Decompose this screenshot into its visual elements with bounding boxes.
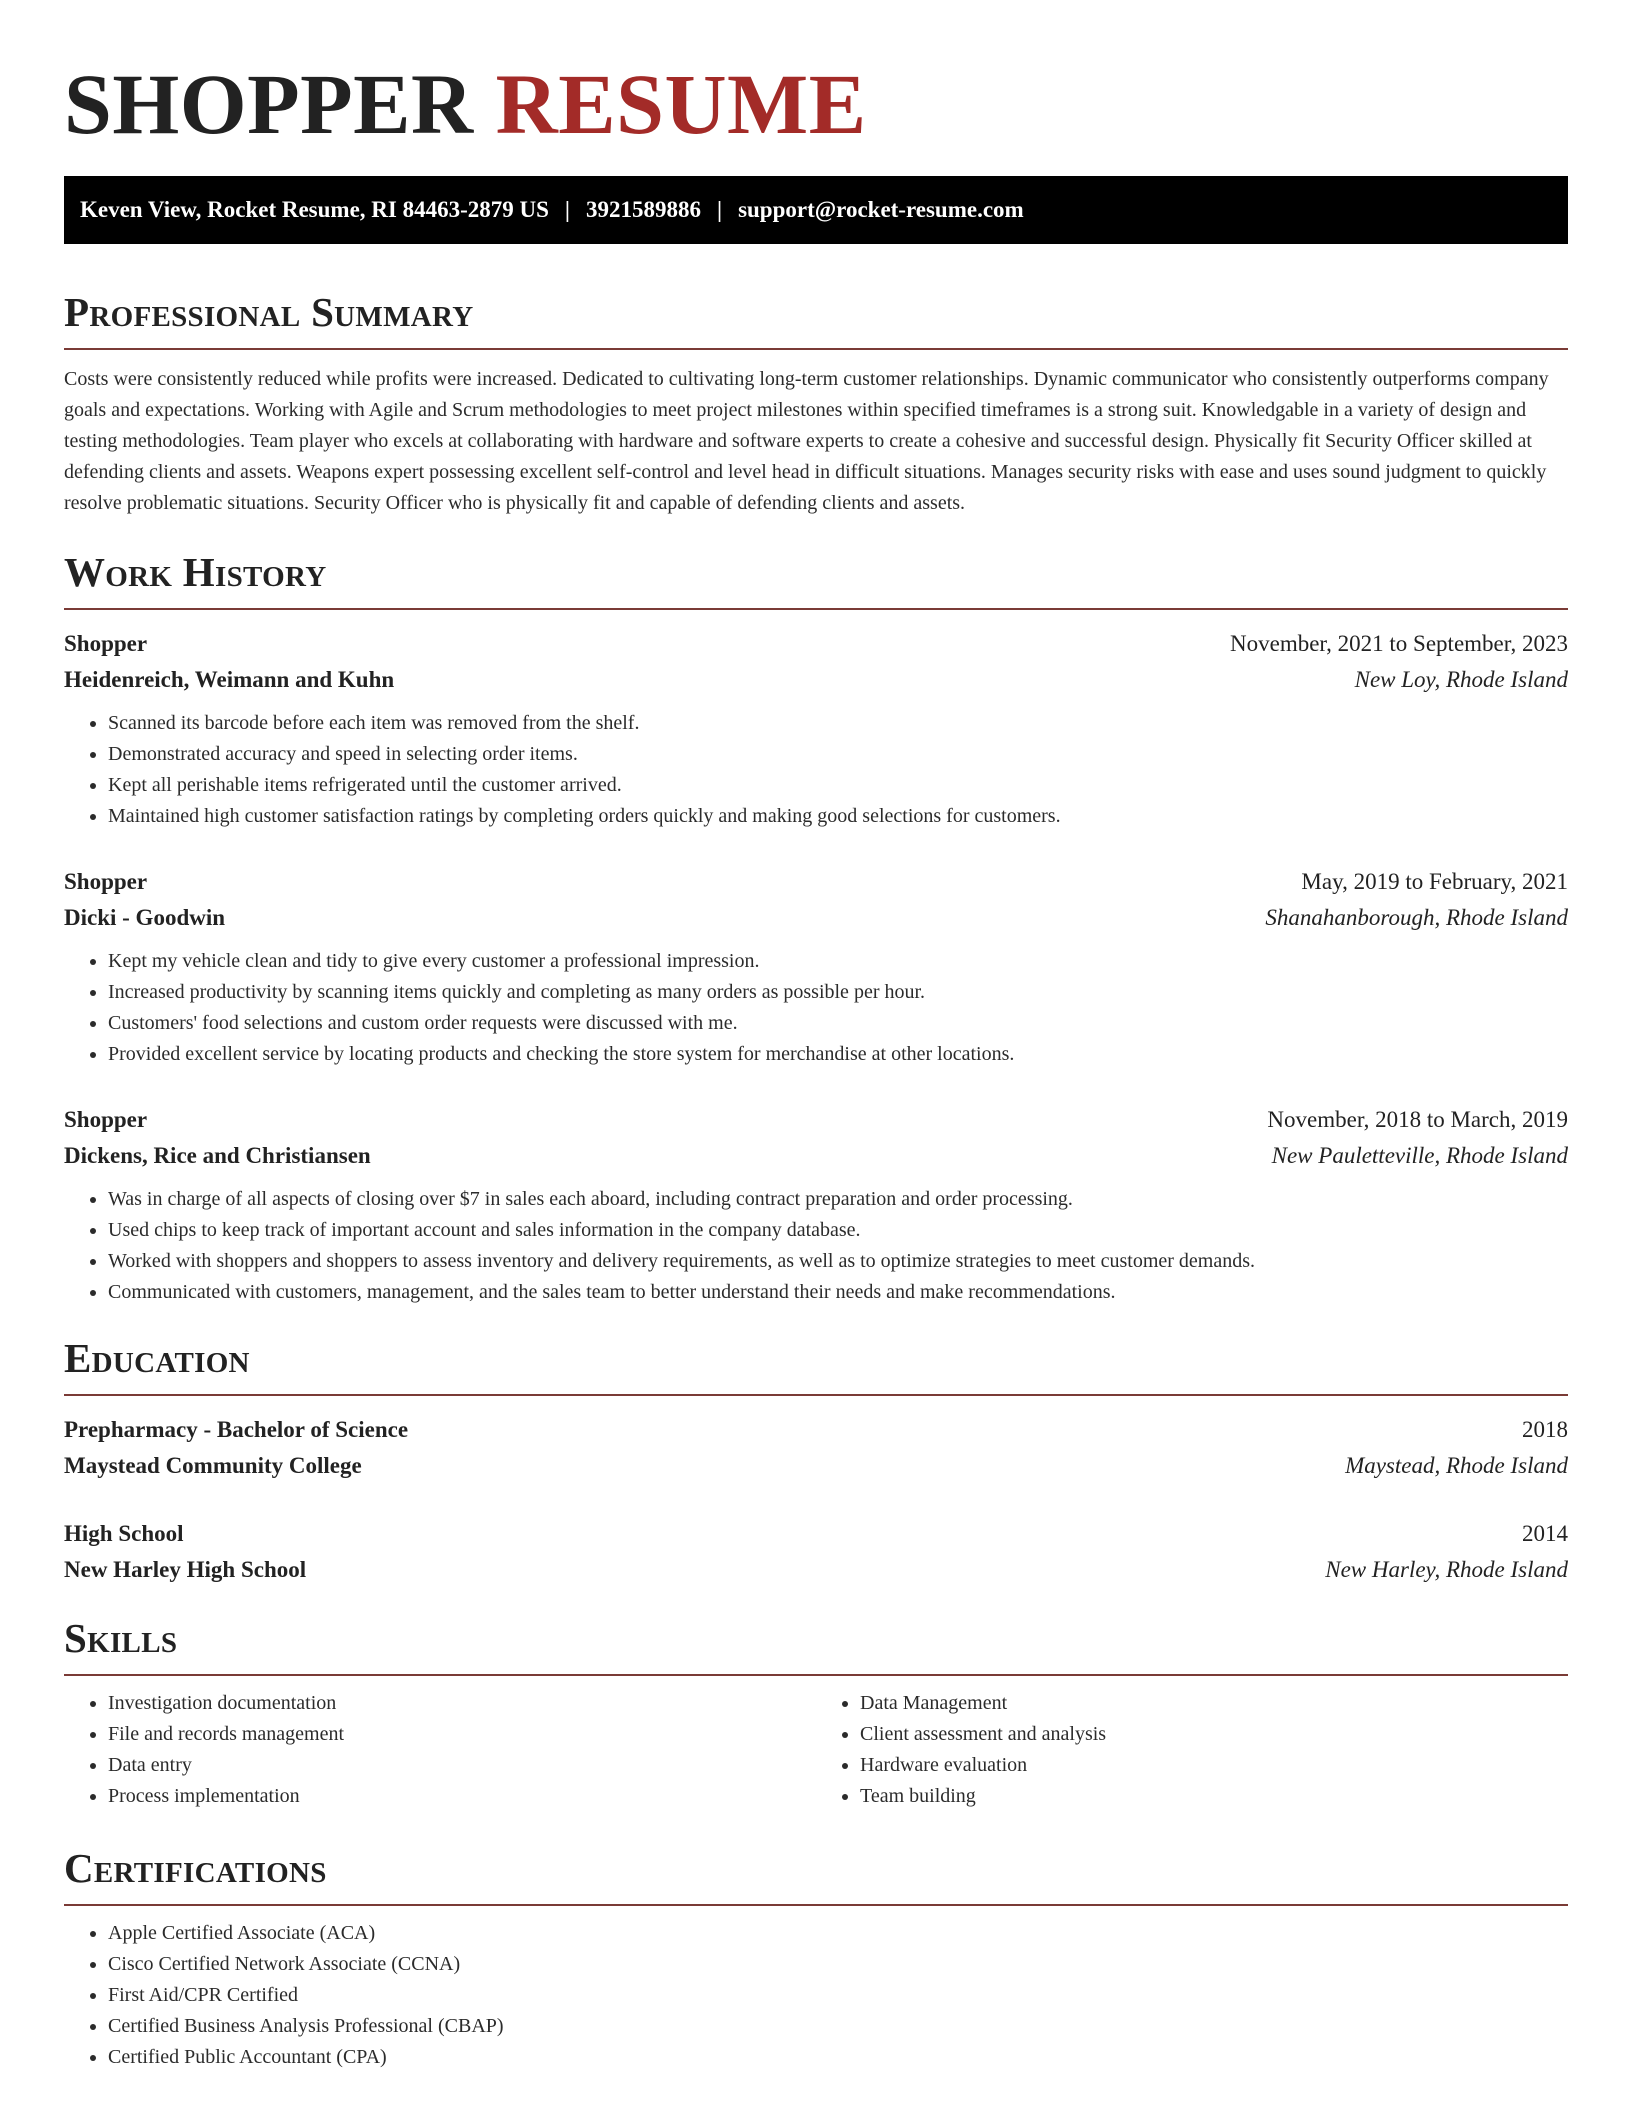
certifications-list [64,1918,1568,2073]
skill-item: • Hardware evaluation [860,1750,1568,1781]
education-location: New Harley, Rhode Island [1325,1557,1568,1582]
section-title-skills: Skills [64,1615,178,1661]
education-school-row [64,1552,1568,1588]
section-title-education: Education [64,1335,250,1381]
certifications-section [64,1842,1568,2073]
job-bullet: • Customers' food selections and custom order requests were discussed with me. [108,1008,1568,1039]
skill-item: • File and records management [108,1719,816,1750]
job-company-row [64,1138,1568,1174]
education-school: New Harley High School [64,1557,307,1582]
skills-column-left [64,1688,816,1812]
summary-section [64,286,1568,519]
contact-email: support@rocket-resume.com [738,197,1024,222]
job-role: Shopper [64,869,148,894]
job-bullets [64,946,1568,1070]
job-bullets [64,1184,1568,1308]
job-entry [64,1102,1568,1308]
job-bullet: • Increased productivity by scanning items quickly and completing as many orders as possible per hour. [108,977,1568,1008]
job-dates: November, 2018 to March, 2019 [1267,1107,1568,1132]
education-degree-row [64,1516,1568,1552]
job-bullet: • Provided excellent service by locating products and checking the store system for merchandise at other locations. [108,1039,1568,1070]
certification-item: • Cisco Certified Network Associate (CCNA) [108,1949,1568,1980]
job-header-row [64,626,1568,662]
certification-item: • Certified Public Accountant (CPA) [108,2042,1568,2073]
contact-bar [64,176,1568,244]
job-company: Dickens, Rice and Christiansen [64,1143,371,1168]
title-second-word: RESUME [495,56,867,152]
job-entry [64,864,1568,1070]
education-year: 2014 [1522,1521,1568,1546]
job-bullet: • Maintained high customer satisfaction ratings by completing orders quickly and making good selections for customers. [108,801,1568,832]
job-role: Shopper [64,1107,148,1132]
skill-item: • Data Management [860,1688,1568,1719]
job-bullets [64,708,1568,832]
job-bullet: • Kept all perishable items refrigerated until the customer arrived. [108,770,1568,801]
section-divider [64,1674,1568,1676]
education-year: 2018 [1522,1417,1568,1442]
title-first-word: SHOPPER [64,56,474,152]
section-title-certifications: Certifications [64,1845,327,1891]
education-school: Maystead Community College [64,1453,362,1478]
contact-separator: | [564,197,570,222]
education-degree-row [64,1412,1568,1448]
skills-grid [64,1688,1568,1812]
education-entry [64,1516,1568,1588]
summary-text: Costs were consistently reduced while profits were increased. Dedicated to cultivating long-term customer relationships. Dynamic communicator who consistently outperforms company goals and expectations. Working with Agile and Scrum methodologies to meet project milestones within specified timeframes is a strong suit. Knowledgable in a variety of design and testing methodologies. Team player who excels at collaborating with hardware and software experts to create a cohesive and successful design. Physically fit Security Officer skilled at defending clients and assets. Weapons expert possessing excellent self-control and level head in difficult situations. Manages security risks with ease and uses sound judgment to quickly resolve problematic situations. Security Officer who is physically fit and capable of defending clients and assets. [64,368,1549,514]
job-bullet: • Scanned its barcode before each item was removed from the shelf. [108,708,1568,739]
skill-item: • Investigation documentation [108,1688,816,1719]
job-company: Heidenreich, Weimann and Kuhn [64,667,395,692]
education-entry [64,1412,1568,1484]
job-bullet: • Was in charge of all aspects of closing over $7 in sales each aboard, including contract preparation and order processing. [108,1184,1568,1215]
job-company-row [64,900,1568,936]
skills-section [64,1612,1568,1812]
certification-item: • Apple Certified Associate (ACA) [108,1918,1568,1949]
job-bullet: • Communicated with customers, management, and the sales team to better understand their needs and make recommendations. [108,1277,1568,1308]
job-bullet: • Kept my vehicle clean and tidy to give every customer a professional impression. [108,946,1568,977]
section-divider [64,1394,1568,1396]
job-company: Dicki - Goodwin [64,905,226,930]
job-role: Shopper [64,631,148,656]
skill-item: • Process implementation [108,1781,816,1812]
certification-item: • Certified Business Analysis Professional (CBAP) [108,2011,1568,2042]
skills-column-right [816,1688,1568,1812]
contact-phone: 3921589886 [585,197,701,222]
skill-item: • Team building [860,1781,1568,1812]
job-header-row [64,864,1568,900]
section-divider [64,1904,1568,1906]
education-degree: High School [64,1521,184,1546]
section-divider [64,348,1568,350]
job-location: Shanahanborough, Rhode Island [1265,905,1568,930]
job-dates: May, 2019 to February, 2021 [1301,869,1568,894]
certification-item: • First Aid/CPR Certified [108,1980,1568,2011]
education-location: Maystead, Rhode Island [1345,1453,1568,1478]
skill-item: • Data entry [108,1750,816,1781]
section-divider [64,608,1568,610]
job-company-row [64,662,1568,698]
job-header-row [64,1102,1568,1138]
job-bullet: • Demonstrated accuracy and speed in selecting order items. [108,739,1568,770]
job-bullet: • Worked with shoppers and shoppers to assess inventory and delivery requirements, as well as to optimize strategies to meet customer demands. [108,1246,1568,1277]
skill-item: • Client assessment and analysis [860,1719,1568,1750]
education-degree: Prepharmacy - Bachelor of Science [64,1417,409,1442]
contact-separator: | [716,197,723,222]
education-section [64,1332,1568,1588]
section-title-work-history: Work History [64,549,327,595]
resume-title [64,50,1568,158]
job-dates: November, 2021 to September, 2023 [1230,631,1568,656]
job-location: New Pauletteville, Rhode Island [1271,1143,1568,1168]
work-history-section [64,546,1568,1308]
job-location: New Loy, Rhode Island [1354,667,1568,692]
job-bullet: • Used chips to keep track of important account and sales information in the company database. [108,1215,1568,1246]
section-title-summary: Professional Summary [64,289,474,335]
contact-address: Keven View, Rocket Resume, RI 84463-2879 US [80,197,549,222]
education-school-row [64,1448,1568,1484]
job-entry [64,626,1568,832]
